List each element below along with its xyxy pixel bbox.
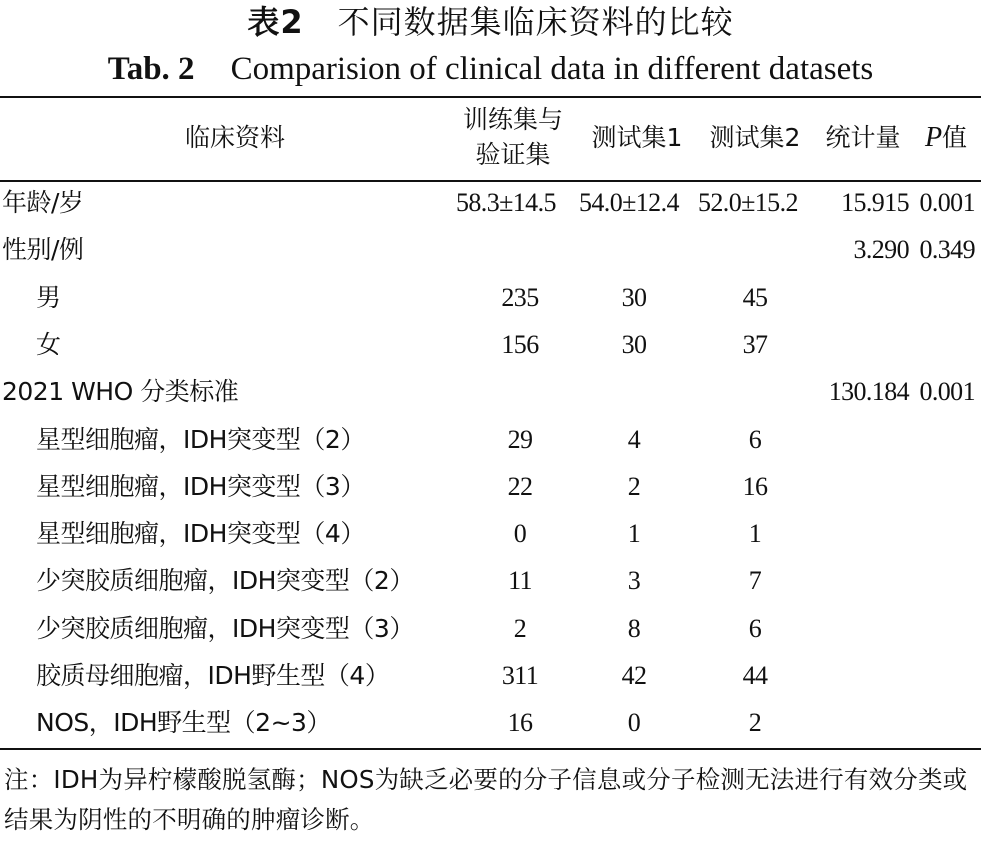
cell-test2: 45 <box>742 283 768 312</box>
header-p <box>912 120 980 156</box>
row-label: 2021 WHO 分类标准 <box>2 377 239 406</box>
cell-train: 29 <box>507 425 533 454</box>
cell-train: 16 <box>507 708 533 737</box>
cell-train: 22 <box>507 472 533 501</box>
table-title-en <box>0 46 981 92</box>
table-top-rule <box>0 96 981 98</box>
header-stat: 统计量 <box>825 123 901 152</box>
cell-train: 311 <box>501 661 539 690</box>
row-label: 年龄/岁 <box>2 188 84 217</box>
cell-test2: 6 <box>748 614 762 643</box>
cell-stat: 15.915 <box>841 188 909 217</box>
header-item: 临床资料 <box>184 123 285 152</box>
row-label: 女 <box>36 330 61 359</box>
row-label: 少突胶质细胞瘤，IDH突变型（3） <box>36 614 414 643</box>
cell-test2: 44 <box>742 661 768 690</box>
table-note: 注：IDH为异柠檬酸脱氢酶；NOS为缺乏必要的分子信息或分子检测无法进行有效分类或结果为阴性的不明确的肿瘤诊断。 <box>4 765 968 834</box>
cell-stat: 3.290 <box>853 235 909 264</box>
cell-train: 156 <box>501 330 539 359</box>
row-label: 男 <box>36 283 61 312</box>
cell-test2: 37 <box>742 330 768 359</box>
cell-test1: 0 <box>627 708 641 737</box>
table-bottom-rule <box>0 748 981 750</box>
cell-test1: 4 <box>627 425 641 454</box>
row-label: 星型细胞瘤，IDH突变型（2） <box>36 425 365 454</box>
cell-train: 0 <box>513 519 527 548</box>
cell-p: 0.001 <box>919 377 975 406</box>
row-label: 星型细胞瘤，IDH突变型（3） <box>36 472 365 501</box>
table-title-cn <box>0 0 981 44</box>
row-label: 性别/例 <box>2 235 84 264</box>
cell-test1: 2 <box>627 472 641 501</box>
header-train-line1: 训练集与 <box>462 105 563 134</box>
cell-test1: 1 <box>627 519 641 548</box>
cell-train: 58.3±14.5 <box>456 188 556 217</box>
header-p-italic: P <box>924 122 943 153</box>
cell-test1: 30 <box>621 283 647 312</box>
cell-test1: 8 <box>627 614 641 643</box>
row-label: 胶质母细胞瘤，IDH野生型（4） <box>36 661 390 690</box>
header-p-suffix: 值 <box>942 123 968 152</box>
table-header-rule <box>0 180 981 182</box>
cell-train: 2 <box>513 614 527 643</box>
row-label: NOS，IDH野生型（2~3） <box>36 708 331 737</box>
cell-test2: 1 <box>748 519 762 548</box>
cell-test2: 52.0±15.2 <box>698 188 798 217</box>
header-test2: 测试集2 <box>709 123 801 152</box>
header-train <box>448 102 578 172</box>
cell-test1: 3 <box>627 566 641 595</box>
row-label: 星型细胞瘤，IDH突变型（4） <box>36 519 365 548</box>
cell-stat: 130.184 <box>828 377 909 406</box>
header-train-line2: 验证集 <box>475 140 551 169</box>
row-label: 少突胶质细胞瘤，IDH突变型（2） <box>36 566 414 595</box>
cell-p: 0.001 <box>919 188 975 217</box>
cell-train: 11 <box>508 566 532 595</box>
cell-test2: 16 <box>742 472 768 501</box>
table-caption-cn: 不同数据集临床资料的比较 <box>337 3 734 41</box>
cell-train: 235 <box>501 283 539 312</box>
cell-p: 0.349 <box>919 235 975 264</box>
cell-test2: 6 <box>748 425 762 454</box>
cell-test2: 7 <box>748 566 762 595</box>
table-caption-en: Comparision of clinical data in different datasets <box>230 51 874 87</box>
cell-test2: 2 <box>748 708 762 737</box>
table-number-en: Tab. 2 <box>107 51 195 87</box>
cell-test1: 30 <box>621 330 647 359</box>
cell-test1: 54.0±12.4 <box>579 188 679 217</box>
cell-test1: 42 <box>621 661 647 690</box>
table-number-cn: 表2 <box>247 3 304 41</box>
header-test1: 测试集1 <box>591 123 683 152</box>
